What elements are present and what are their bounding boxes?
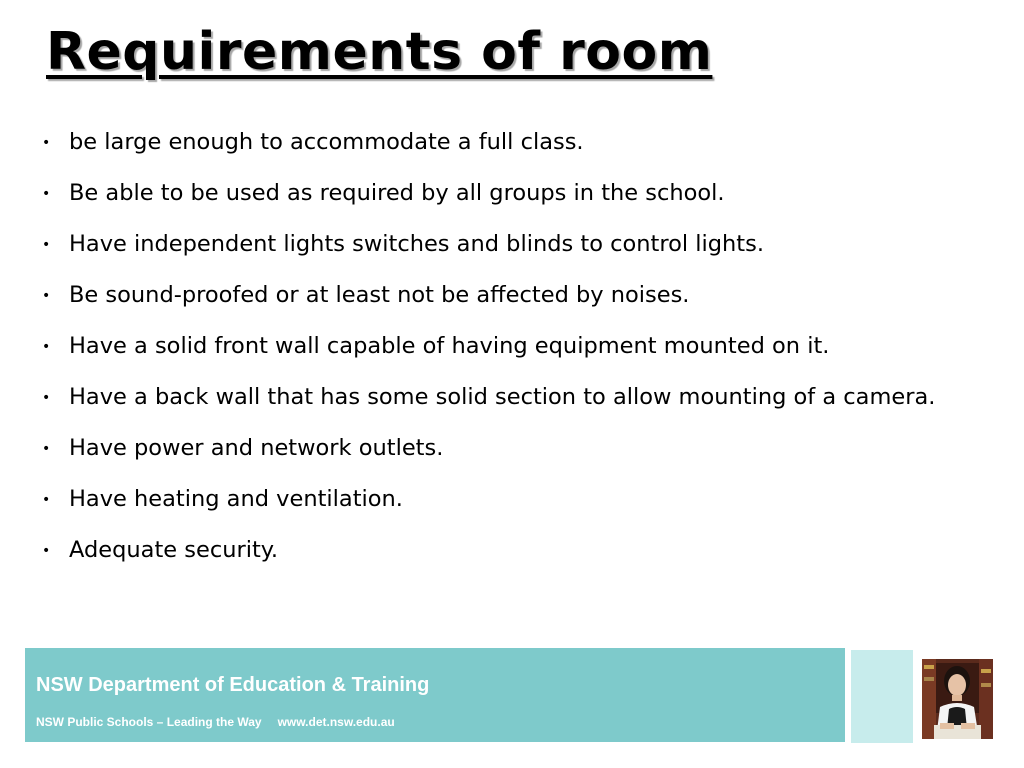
footer-url-link[interactable]: www.det.nsw.edu.au <box>277 715 395 729</box>
list-item: • Be able to be used as required by all groups in the school. <box>42 173 982 213</box>
footer-band <box>25 648 845 742</box>
footer-accent-box <box>851 650 913 743</box>
list-item: • Have heating and ventilation. <box>42 479 982 519</box>
list-item: • Have power and network outlets. <box>42 428 982 468</box>
list-item: • Adequate security. <box>42 530 982 570</box>
slide-title: Requirements of room <box>46 22 713 82</box>
list-item: • Be sound-proofed or at least not be affected by noises. <box>42 275 982 315</box>
footer-organization: NSW Department of Education & Training <box>36 674 430 696</box>
list-item: • Have a back wall that has some solid section to allow mounting of a camera. <box>42 377 982 417</box>
student-portrait-photo-icon <box>922 659 993 739</box>
list-item: • Have independent lights switches and blinds to control lights. <box>42 224 982 264</box>
list-item: • Have a solid front wall capable of having equipment mounted on it. <box>42 326 982 366</box>
list-item: • be large enough to accommodate a full class. <box>42 122 982 162</box>
footer-subline <box>36 715 395 729</box>
requirements-list <box>42 122 982 581</box>
footer-tagline: NSW Public Schools – Leading the Way <box>36 715 262 729</box>
